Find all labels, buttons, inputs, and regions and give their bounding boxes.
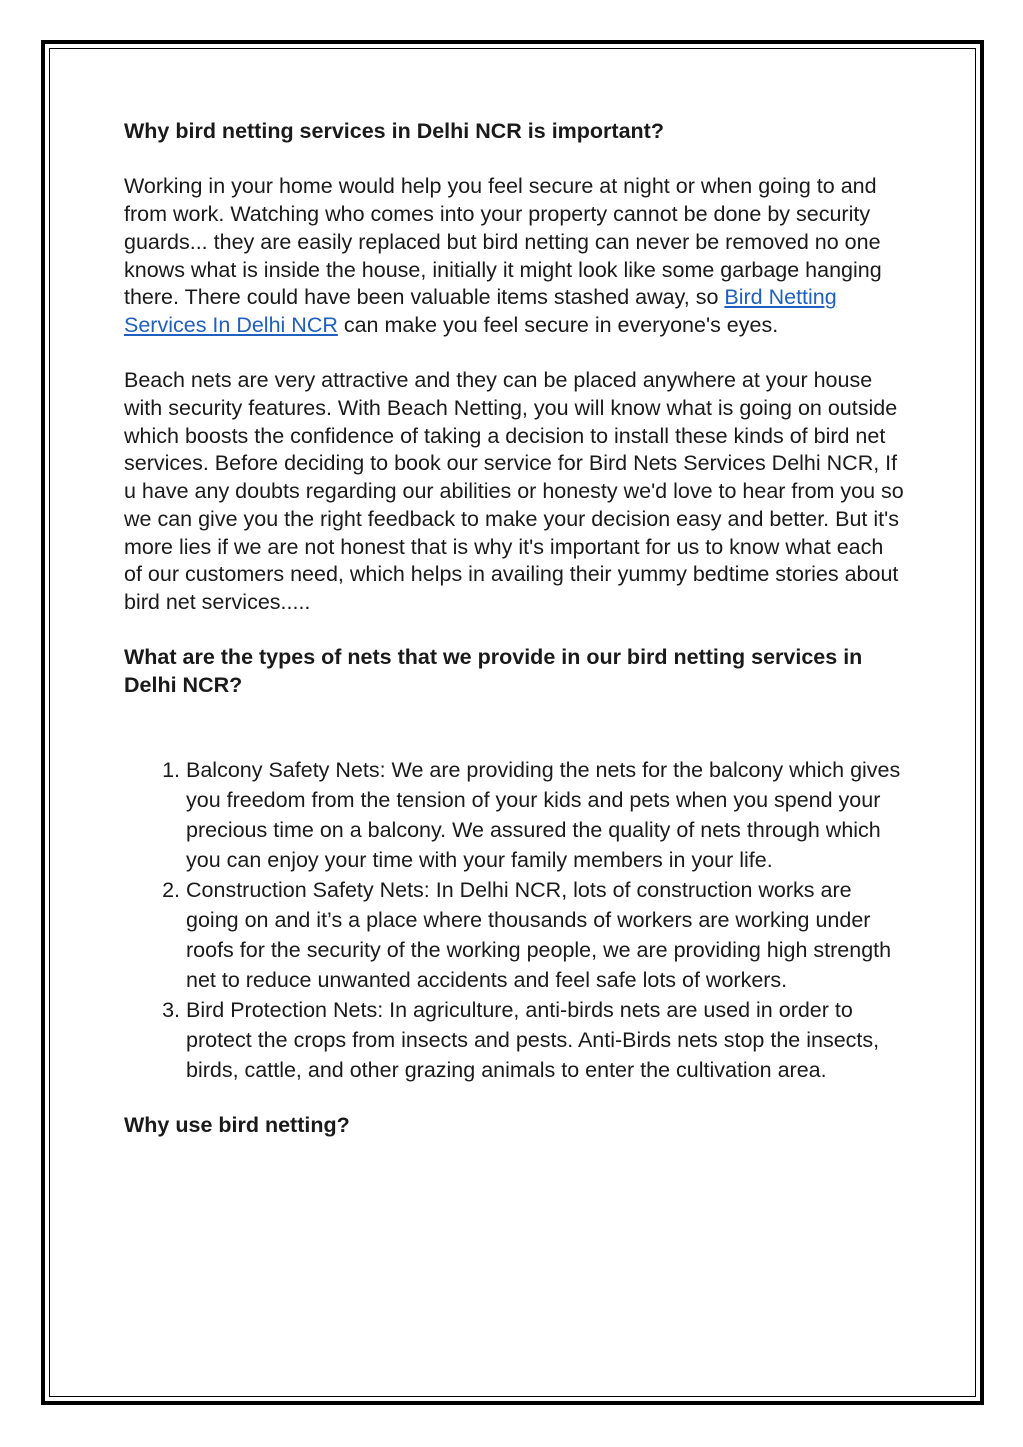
heading-why-use: Why use bird netting?	[124, 1113, 350, 1138]
nets-list	[124, 755, 904, 1085]
bird-netting-services-link[interactable]: Bird Netting Services In Delhi NCR	[124, 285, 837, 337]
paragraph-security	[124, 173, 904, 339]
paragraph-beach-nets: Beach nets are very attractive and they can be placed anywhere at your house with security features. With Beach Netting, you will know what is going on outside which boosts the confidence of taking a decision to install these kinds of bird net services. Before deciding to book our service for Bird Nets Services Delhi NCR, If u have any doubts regarding our abilities or honesty we'd love to hear from you so we can give you the right feedback to make your decision easy and better. But it's more lies if we are not honest that is why it's important for us to know what each of our customers need, which helps in availing their yummy bedtime stories about bird net services.....	[124, 368, 904, 614]
paragraph-security-text-before: Working in your home would help you feel secure at night or when going to and from work. Watching who comes into your property cannot be done by security guards... they are easily replaced but bird netting can never be removed no one knows what is inside the house, initially it might look like some garbage hanging there. There could have been valuable items stashed away, so	[124, 174, 882, 310]
paragraph-security-text-after: can make you feel secure in everyone's eyes.	[337, 312, 779, 337]
list-item-construction-nets: 2. Construction Safety Nets: In Delhi NCR, lots of construction works are going on and it’s a place where thousands of workers are working under roofs for the security of the working people, we are providing high strength net to reduce unwanted accidents and feel safe lots of workers.	[186, 875, 904, 995]
list-item-balcony-nets: 1. Balcony Safety Nets: We are providing the nets for the balcony which gives you freedom from the tension of your kids and pets when you spend your precious time on a balcony. We assured the quality of nets through which you can enjoy your time with your family members in your life.	[186, 755, 904, 875]
document-body	[124, 118, 904, 1140]
heading-types-of-nets: What are the types of nets that we provide in our bird netting services in Delhi NCR?	[124, 645, 863, 698]
heading-why-important: Why bird netting services in Delhi NCR is important?	[124, 119, 664, 143]
list-item-bird-protection-nets: 3. Bird Protection Nets: In agriculture, anti-birds nets are used in order to protect the crops from insects and pests. Anti-Birds nets stop the insects, birds, cattle, and other grazing animals to enter the cultivation area.	[186, 995, 904, 1085]
